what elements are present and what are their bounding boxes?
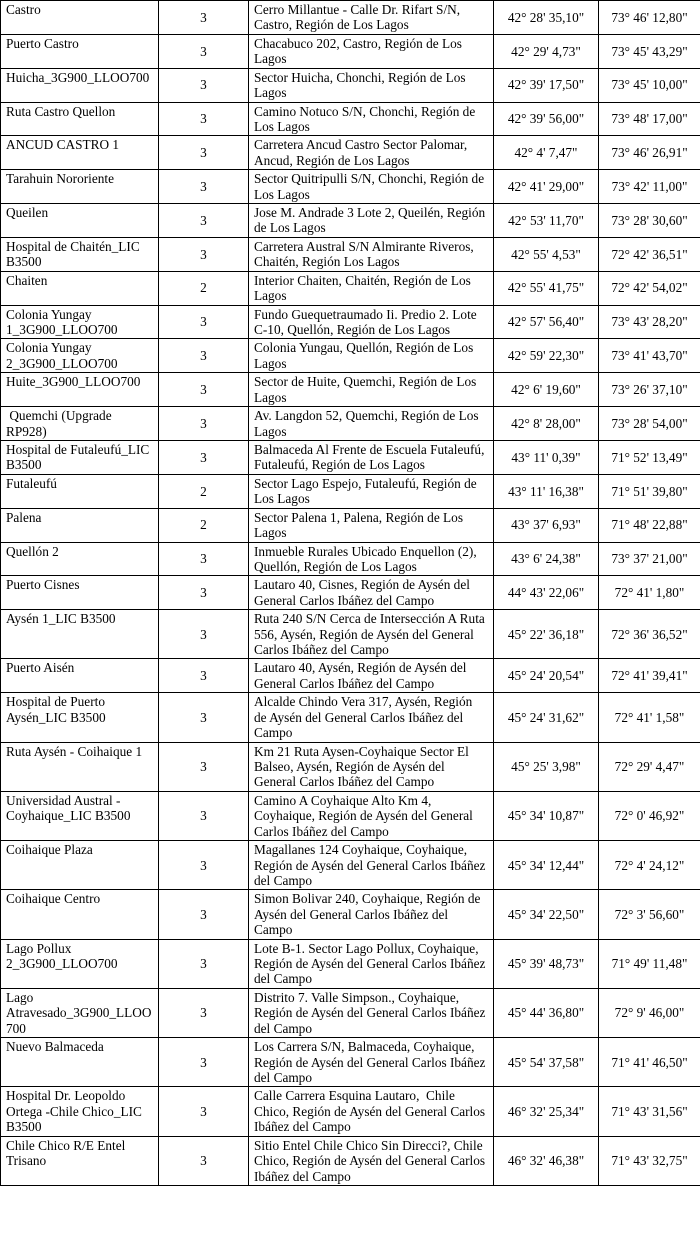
site-name-cell: Chile Chico R/E Entel Trisano: [1, 1136, 159, 1185]
latitude-cell: 42° 39' 56,00": [494, 102, 599, 136]
sector-count-cell: 3: [159, 34, 249, 68]
longitude-cell: 73° 28' 30,60": [599, 204, 700, 238]
sector-count-cell: 3: [159, 1, 249, 35]
latitude-cell: 45° 44' 36,80": [494, 988, 599, 1037]
latitude-cell: 42° 8' 28,00": [494, 407, 599, 441]
sector-count-cell: 3: [159, 988, 249, 1037]
site-name-cell: Futaleufú: [1, 474, 159, 508]
longitude-cell: 73° 37' 21,00": [599, 542, 700, 576]
address-cell: Sector Palena 1, Palena, Región de Los Lagos: [249, 508, 494, 542]
latitude-cell: 45° 24' 31,62": [494, 693, 599, 742]
table-row: [1, 102, 700, 136]
address-cell: Simon Bolivar 240, Coyhaique, Región de Aysén del General Carlos Ibáñez del Campo: [249, 890, 494, 939]
address-cell: Camino Notuco S/N, Chonchi, Región de Los Lagos: [249, 102, 494, 136]
site-name-cell: Tarahuin Nororiente: [1, 170, 159, 204]
latitude-cell: 45° 39' 48,73": [494, 939, 599, 988]
longitude-cell: 73° 45' 43,29": [599, 34, 700, 68]
longitude-cell: 72° 41' 39,41": [599, 659, 700, 693]
sector-count-cell: 3: [159, 841, 249, 890]
address-cell: Alcalde Chindo Vera 317, Aysén, Región de Aysén del General Carlos Ibáñez del Campo: [249, 693, 494, 742]
site-name-cell: Colonia Yungay 1_3G900_LLOO700: [1, 305, 159, 339]
address-cell: Sitio Entel Chile Chico Sin Direcci?, Chile Chico, Región de Aysén del General Carlos Ibáñez del Campo: [249, 1136, 494, 1185]
longitude-cell: 73° 46' 26,91": [599, 136, 700, 170]
sector-count-cell: 3: [159, 407, 249, 441]
table-row: [1, 939, 700, 988]
site-name-cell: Hospital de Futaleufú_LIC B3500: [1, 440, 159, 474]
address-cell: Fundo Guequetraumado Ii. Predio 2. Lote C-10, Quellón, Región de Los Lagos: [249, 305, 494, 339]
sector-count-cell: 3: [159, 204, 249, 238]
address-cell: Magallanes 124 Coyhaique, Coyhaique, Región de Aysén del General Carlos Ibáñez del Campo: [249, 841, 494, 890]
sector-count-cell: 3: [159, 939, 249, 988]
latitude-cell: 42° 59' 22,30": [494, 339, 599, 373]
address-cell: Sector de Huite, Quemchi, Región de Los Lagos: [249, 373, 494, 407]
latitude-cell: 45° 25' 3,98": [494, 742, 599, 791]
site-name-cell: Ruta Castro Quellon: [1, 102, 159, 136]
longitude-cell: 73° 26' 37,10": [599, 373, 700, 407]
longitude-cell: 73° 48' 17,00": [599, 102, 700, 136]
latitude-cell: 45° 34' 12,44": [494, 841, 599, 890]
longitude-cell: 72° 4' 24,12": [599, 841, 700, 890]
latitude-cell: 43° 11' 16,38": [494, 474, 599, 508]
sector-count-cell: 3: [159, 693, 249, 742]
address-cell: Sector Lago Espejo, Futaleufú, Región de Los Lagos: [249, 474, 494, 508]
table-row: [1, 791, 700, 840]
site-name-cell: Chaiten: [1, 271, 159, 305]
address-cell: Jose M. Andrade 3 Lote 2, Queilén, Región de Los Lagos: [249, 204, 494, 238]
latitude-cell: 42° 41' 29,00": [494, 170, 599, 204]
table-row: [1, 1136, 700, 1185]
address-cell: Cerro Millantue - Calle Dr. Rifart S/N, Castro, Región de Los Lagos: [249, 1, 494, 35]
sector-count-cell: 2: [159, 271, 249, 305]
longitude-cell: 72° 9' 46,00": [599, 988, 700, 1037]
sector-count-cell: 3: [159, 170, 249, 204]
longitude-cell: 72° 42' 54,02": [599, 271, 700, 305]
site-name-cell: Ruta Aysén - Coihaique 1: [1, 742, 159, 791]
sector-count-cell: 3: [159, 791, 249, 840]
sector-count-cell: 3: [159, 237, 249, 271]
address-cell: Los Carrera S/N, Balmaceda, Coyhaique, Región de Aysén del General Carlos Ibáñez del Campo: [249, 1038, 494, 1087]
sector-count-cell: 3: [159, 373, 249, 407]
table-row: [1, 170, 700, 204]
address-cell: Km 21 Ruta Aysen-Coyhaique Sector El Balseo, Aysén, Región de Aysén del General Carlos Ibáñez del Campo: [249, 742, 494, 791]
address-cell: Carretera Austral S/N Almirante Riveros, Chaitén, Región Los Lagos: [249, 237, 494, 271]
table-row: [1, 271, 700, 305]
longitude-cell: 73° 45' 10,00": [599, 68, 700, 102]
sector-count-cell: 3: [159, 68, 249, 102]
address-cell: Sector Quitripulli S/N, Chonchi, Región de Los Lagos: [249, 170, 494, 204]
site-name-cell: Colonia Yungay 2_3G900_LLOO700: [1, 339, 159, 373]
table-row: [1, 610, 700, 659]
table-row: [1, 693, 700, 742]
sector-count-cell: 3: [159, 1038, 249, 1087]
latitude-cell: 43° 6' 24,38": [494, 542, 599, 576]
table-body: [1, 1, 700, 1186]
table-row: [1, 742, 700, 791]
longitude-cell: 72° 29' 4,47": [599, 742, 700, 791]
site-name-cell: Puerto Castro: [1, 34, 159, 68]
sector-count-cell: 3: [159, 659, 249, 693]
address-cell: Inmueble Rurales Ubicado Enquellon (2), Quellón, Región de Los Lagos: [249, 542, 494, 576]
longitude-cell: 73° 42' 11,00": [599, 170, 700, 204]
longitude-cell: 72° 41' 1,58": [599, 693, 700, 742]
table-row: [1, 841, 700, 890]
table-row: [1, 542, 700, 576]
table-row: [1, 373, 700, 407]
address-cell: Ruta 240 S/N Cerca de Intersección A Ruta 556, Aysén, Región de Aysén del General Carlos Ibáñez del Campo: [249, 610, 494, 659]
address-cell: Camino A Coyhaique Alto Km 4, Coyhaique, Región de Aysén del General Carlos Ibáñez del Campo: [249, 791, 494, 840]
site-name-cell: Nuevo Balmaceda: [1, 1038, 159, 1087]
table-row: [1, 576, 700, 610]
address-cell: Colonia Yungau, Quellón, Región de Los Lagos: [249, 339, 494, 373]
sector-count-cell: 3: [159, 440, 249, 474]
table-row: [1, 440, 700, 474]
address-cell: Interior Chaiten, Chaitén, Región de Los Lagos: [249, 271, 494, 305]
latitude-cell: 45° 34' 10,87": [494, 791, 599, 840]
address-cell: Lautaro 40, Aysén, Región de Aysén del General Carlos Ibáñez del Campo: [249, 659, 494, 693]
table-row: [1, 339, 700, 373]
site-name-cell: Coihaique Plaza: [1, 841, 159, 890]
site-name-cell: Lago Atravesado_3G900_LLOO700: [1, 988, 159, 1037]
latitude-cell: 45° 24' 20,54": [494, 659, 599, 693]
latitude-cell: 43° 11' 0,39": [494, 440, 599, 474]
longitude-cell: 71° 48' 22,88": [599, 508, 700, 542]
address-cell: Distrito 7. Valle Simpson., Coyhaique, Región de Aysén del General Carlos Ibáñez del Campo: [249, 988, 494, 1037]
table-row: [1, 136, 700, 170]
latitude-cell: 45° 34' 22,50": [494, 890, 599, 939]
latitude-cell: 42° 39' 17,50": [494, 68, 599, 102]
site-name-cell: Hospital de Puerto Aysén_LIC B3500: [1, 693, 159, 742]
longitude-cell: 71° 43' 31,56": [599, 1087, 700, 1136]
table-row: [1, 237, 700, 271]
latitude-cell: 42° 53' 11,70": [494, 204, 599, 238]
latitude-cell: 42° 29' 4,73": [494, 34, 599, 68]
latitude-cell: 42° 6' 19,60": [494, 373, 599, 407]
site-name-cell: Aysén 1_LIC B3500: [1, 610, 159, 659]
table-row: [1, 305, 700, 339]
address-cell: Av. Langdon 52, Quemchi, Región de Los Lagos: [249, 407, 494, 441]
address-cell: Sector Huicha, Chonchi, Región de Los Lagos: [249, 68, 494, 102]
site-name-cell: Queilen: [1, 204, 159, 238]
address-cell: Balmaceda Al Frente de Escuela Futaleufú, Futaleufú, Región de Los Lagos: [249, 440, 494, 474]
site-name-cell: Hospital de Chaitén_LIC B3500: [1, 237, 159, 271]
longitude-cell: 72° 41' 1,80": [599, 576, 700, 610]
table-row: [1, 1087, 700, 1136]
address-cell: Chacabuco 202, Castro, Región de Los Lagos: [249, 34, 494, 68]
site-name-cell: Puerto Aisén: [1, 659, 159, 693]
table-row: [1, 34, 700, 68]
site-name-cell: Lago Pollux 2_3G900_LLOO700: [1, 939, 159, 988]
address-cell: Carretera Ancud Castro Sector Palomar, Ancud, Región de Los Lagos: [249, 136, 494, 170]
latitude-cell: 43° 37' 6,93": [494, 508, 599, 542]
longitude-cell: 71° 49' 11,48": [599, 939, 700, 988]
sector-count-cell: 3: [159, 542, 249, 576]
latitude-cell: 45° 22' 36,18": [494, 610, 599, 659]
site-name-cell: Puerto Cisnes: [1, 576, 159, 610]
longitude-cell: 73° 43' 28,20": [599, 305, 700, 339]
sector-count-cell: 3: [159, 576, 249, 610]
latitude-cell: 46° 32' 25,34": [494, 1087, 599, 1136]
site-name-cell: Coihaique Centro: [1, 890, 159, 939]
sector-count-cell: 3: [159, 136, 249, 170]
longitude-cell: 73° 41' 43,70": [599, 339, 700, 373]
table-row: [1, 508, 700, 542]
longitude-cell: 72° 0' 46,92": [599, 791, 700, 840]
latitude-cell: 44° 43' 22,06": [494, 576, 599, 610]
table-row: [1, 1, 700, 35]
site-name-cell: Castro: [1, 1, 159, 35]
sector-count-cell: 3: [159, 1087, 249, 1136]
site-name-cell: ANCUD CASTRO 1: [1, 136, 159, 170]
address-cell: Lote B-1. Sector Lago Pollux, Coyhaique, Región de Aysén del General Carlos Ibáñez del Campo: [249, 939, 494, 988]
longitude-cell: 72° 3' 56,60": [599, 890, 700, 939]
site-name-cell: Palena: [1, 508, 159, 542]
address-cell: Lautaro 40, Cisnes, Región de Aysén del General Carlos Ibáñez del Campo: [249, 576, 494, 610]
sector-count-cell: 3: [159, 305, 249, 339]
table-row: [1, 988, 700, 1037]
longitude-cell: 71° 51' 39,80": [599, 474, 700, 508]
site-name-cell: Universidad Austral - Coyhaique_LIC B3500: [1, 791, 159, 840]
latitude-cell: 42° 57' 56,40": [494, 305, 599, 339]
sector-count-cell: 3: [159, 610, 249, 659]
longitude-cell: 72° 36' 36,52": [599, 610, 700, 659]
sector-count-cell: 3: [159, 1136, 249, 1185]
sector-count-cell: 2: [159, 474, 249, 508]
latitude-cell: 42° 55' 4,53": [494, 237, 599, 271]
longitude-cell: 71° 52' 13,49": [599, 440, 700, 474]
site-name-cell: Huicha_3G900_LLOO700: [1, 68, 159, 102]
latitude-cell: 42° 55' 41,75": [494, 271, 599, 305]
table-row: [1, 890, 700, 939]
table-row: [1, 407, 700, 441]
sector-count-cell: 3: [159, 339, 249, 373]
table-row: [1, 1038, 700, 1087]
table-row: [1, 204, 700, 238]
sector-count-cell: 3: [159, 890, 249, 939]
site-name-cell: Huite_3G900_LLOO700: [1, 373, 159, 407]
sector-count-cell: 3: [159, 742, 249, 791]
address-cell: Calle Carrera Esquina Lautaro, Chile Chico, Región de Aysén del General Carlos Ibáñez del Campo: [249, 1087, 494, 1136]
latitude-cell: 42° 28' 35,10": [494, 1, 599, 35]
longitude-cell: 71° 41' 46,50": [599, 1038, 700, 1087]
site-name-cell: Hospital Dr. Leopoldo Ortega -Chile Chico_LIC B3500: [1, 1087, 159, 1136]
site-name-cell: Quemchi (Upgrade RP928): [1, 407, 159, 441]
longitude-cell: 72° 42' 36,51": [599, 237, 700, 271]
site-name-cell: Quellón 2: [1, 542, 159, 576]
longitude-cell: 73° 46' 12,80": [599, 1, 700, 35]
sector-count-cell: 3: [159, 102, 249, 136]
latitude-cell: 45° 54' 37,58": [494, 1038, 599, 1087]
table-row: [1, 68, 700, 102]
longitude-cell: 73° 28' 54,00": [599, 407, 700, 441]
table-row: [1, 474, 700, 508]
latitude-cell: 42° 4' 7,47": [494, 136, 599, 170]
longitude-cell: 71° 43' 32,75": [599, 1136, 700, 1185]
latitude-cell: 46° 32' 46,38": [494, 1136, 599, 1185]
sector-count-cell: 2: [159, 508, 249, 542]
table-row: [1, 659, 700, 693]
